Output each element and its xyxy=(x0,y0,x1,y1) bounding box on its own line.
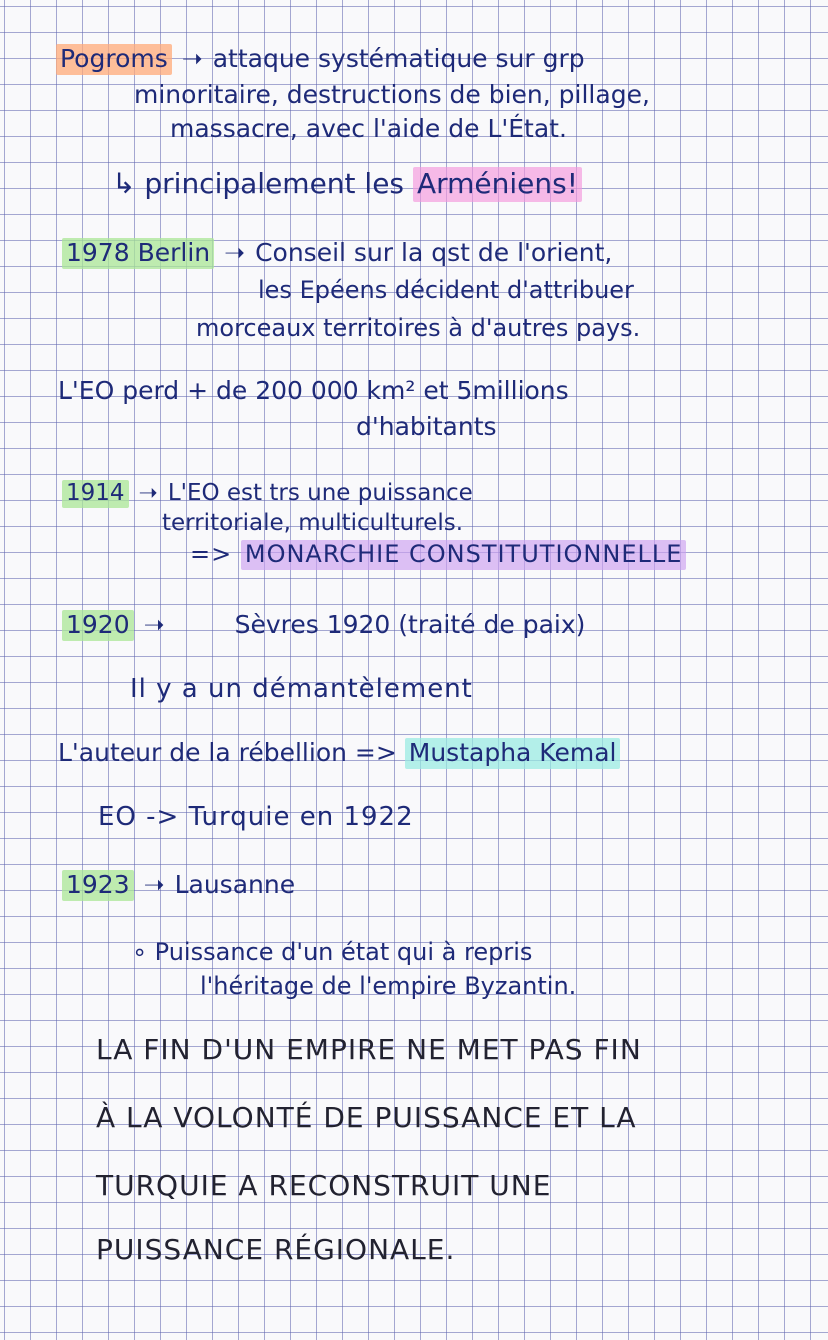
armeniens-line xyxy=(112,167,582,200)
kemal-highlight: Mustapha Kemal xyxy=(405,738,621,769)
y1920-line xyxy=(62,612,585,637)
pogroms-line-3: massacre, avec l'aide de L'État. xyxy=(170,114,567,143)
conclusion-line-3: TURQUIE A RECONSTRUIT UNE xyxy=(96,1169,552,1202)
berlin-line-2: les Epéens décident d'attribuer xyxy=(258,276,634,304)
monarchie-highlight: MONARCHIE CONSTITUTIONNELLE xyxy=(241,540,687,570)
turquie-line: EO -> Turquie en 1922 xyxy=(98,802,414,832)
berlin-text-1: Conseil sur la qst de l'orient, xyxy=(255,238,613,267)
arrow-icon: ➝ xyxy=(181,44,203,73)
conclusion-line-4: PUISSANCE RÉGIONALE. xyxy=(96,1233,456,1266)
y1923-date: 1923 xyxy=(62,870,134,901)
heritage-line-1 xyxy=(132,940,532,964)
rebellion-text: L'auteur de la rébellion => xyxy=(58,738,397,767)
sub-arrow-icon: ↳ xyxy=(112,167,136,200)
berlin-line-3: morceaux territoires à d'autres pays. xyxy=(196,314,641,342)
conclusion-line-2: À LA VOLONTÉ DE PUISSANCE ET LA xyxy=(96,1101,637,1134)
arrow-icon: ➝ xyxy=(224,238,246,267)
conclusion-line-1: LA FIN D'UN EMPIRE NE MET PAS FIN xyxy=(96,1033,642,1066)
arrow-icon: ➝ xyxy=(143,610,165,639)
y1923-line xyxy=(62,872,295,897)
armeniens-text: principalement les xyxy=(144,167,405,200)
arrow-icon: ➝ xyxy=(143,870,165,899)
heritage-text-1: Puissance d'un état qui à repris xyxy=(154,938,533,966)
heritage-line-2: l'héritage de l'empire Byzantin. xyxy=(200,972,577,1000)
y1914-line-2: territoriale, multiculturels. xyxy=(162,510,464,536)
y1920-date: 1920 xyxy=(62,610,134,641)
y1914-line-3 xyxy=(190,542,686,566)
rebellion-line xyxy=(58,740,620,765)
pogroms-line-1 xyxy=(56,46,585,71)
arrow-icon: ➝ xyxy=(138,480,158,506)
berlin-date: 1978 Berlin xyxy=(62,238,214,269)
berlin-line-1 xyxy=(62,240,612,265)
pogroms-term: Pogroms xyxy=(56,44,172,75)
y1914-date: 1914 xyxy=(62,480,129,508)
pogroms-line-2: minoritaire, destructions de bien, pillage, xyxy=(134,80,650,109)
demantelement-line: Il y a un démantèlement xyxy=(130,674,473,704)
pogroms-definition-1: attaque systématique sur grp xyxy=(212,44,585,73)
y1920-text: Sèvres 1920 (traité de paix) xyxy=(234,610,586,639)
armeniens-highlight: Arméniens! xyxy=(413,167,582,202)
loss-line-2: d'habitants xyxy=(356,412,497,441)
y1923-text: Lausanne xyxy=(174,870,296,899)
bullet-icon: ∘ xyxy=(132,938,148,966)
loss-line-1: L'EO perd + de 200 000 km² et 5millions xyxy=(58,376,569,405)
y1914-line-1 xyxy=(62,482,473,505)
implies-icon: => xyxy=(190,540,233,568)
y1914-text-1: L'EO est trs une puissance xyxy=(167,480,473,506)
